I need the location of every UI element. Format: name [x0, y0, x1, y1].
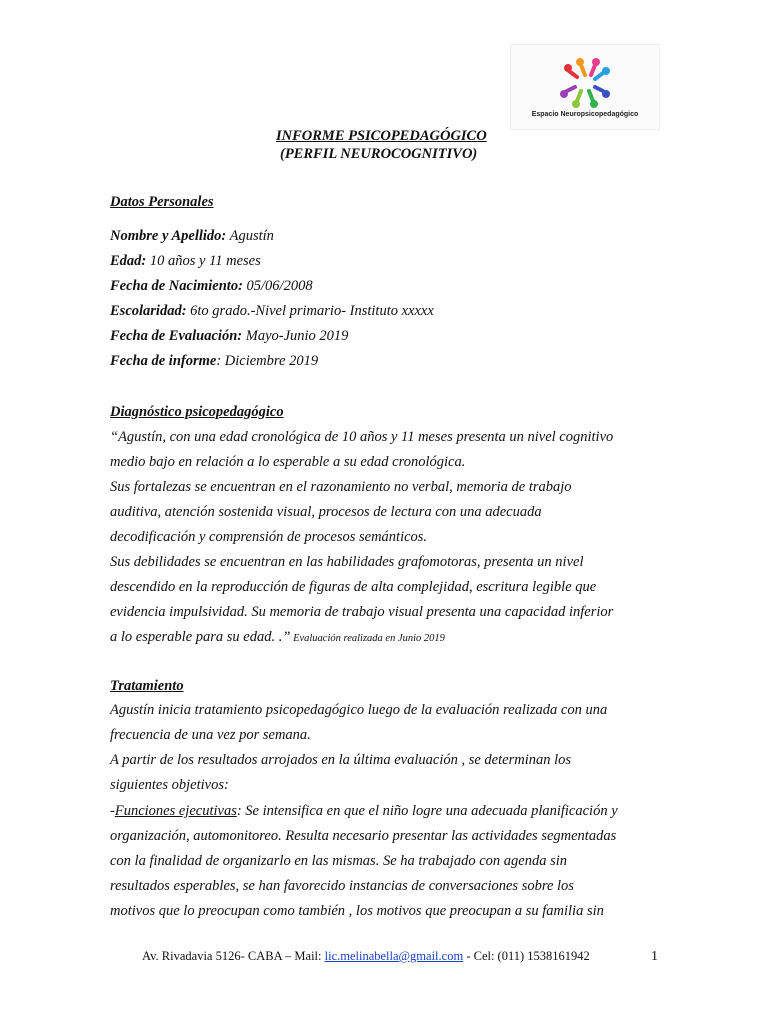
field-label: Fecha de Evaluación: — [110, 328, 243, 344]
field-label: Nombre y Apellido: — [110, 228, 227, 244]
footer-address: Av. Rivadavia 5126- CABA – Mail: — [142, 949, 325, 963]
bullet-dash: - — [110, 803, 115, 819]
people-circle-icon — [559, 57, 611, 109]
executive-functions-label: Funciones ejecutivas — [114, 803, 237, 819]
section-heading-treatment: Tratamiento — [110, 678, 184, 694]
diagnosis-line-last — [110, 629, 445, 646]
treatment-line: resultados esperables, se han favorecido instancias de conversaciones sobre los — [110, 878, 574, 894]
diagnosis-line: decodificación y comprensión de procesos semánticos. — [110, 529, 428, 545]
diagnosis-line: “Agustín, con una edad cronológica de 10 años y 11 meses presenta un nivel cognitivo — [110, 429, 614, 445]
page-number: 1 — [651, 949, 658, 964]
logo-text: Espacio Neuropsicopedagógico — [531, 111, 639, 118]
executive-functions-text: : Se intensifica en que el niño logre una adecuada planificación y — [236, 803, 618, 819]
field-label: Fecha de informe — [110, 353, 217, 369]
treatment-line: frecuencia de una vez por semana. — [110, 727, 311, 743]
field-label: Escolaridad: — [110, 303, 187, 319]
evaluation-note: Evaluación realizada en Junio 2019 — [290, 633, 445, 644]
executive-functions-line — [110, 803, 618, 820]
footer-contact — [142, 949, 590, 964]
field-name — [110, 228, 274, 245]
title-line-2: (PERFIL NEUROCOGNITIVO) — [280, 146, 478, 162]
field-value: : Diciembre 2019 — [216, 353, 319, 369]
field-value: 05/06/2008 — [242, 278, 313, 294]
field-label: Edad: — [110, 253, 147, 269]
treatment-line: A partir de los resultados arrojados en la última evaluación , se determinan los — [110, 752, 572, 768]
diagnosis-line: medio bajo en relación a lo esperable a su edad cronológica. — [110, 454, 466, 470]
treatment-line: motivos que lo preocupan como también , los motivos que preocupan a su familia sin — [110, 903, 604, 919]
field-schooling — [110, 303, 434, 320]
field-label: Fecha de Nacimiento: — [110, 278, 243, 294]
treatment-line: con la finalidad de organizarlo en las mismas. Se ha trabajado con agenda sin — [110, 853, 568, 869]
section-heading-diagnosis: Diagnóstico psicopedagógico — [110, 404, 284, 420]
diagnosis-line: auditiva, atención sostenida visual, procesos de lectura con una adecuada — [110, 504, 542, 520]
treatment-line: siguientes objetivos: — [110, 777, 229, 793]
treatment-line: Agustín inicia tratamiento psicopedagógico luego de la evaluación realizada con una — [110, 702, 608, 718]
diagnosis-text: a lo esperable para su edad. .” — [110, 629, 291, 645]
field-value: Mayo-Junio 2019 — [242, 328, 349, 344]
field-evaluation-date — [110, 328, 348, 345]
field-age — [110, 253, 261, 270]
field-value: 6to grado.-Nivel primario- Instituto xxxxx — [186, 303, 434, 319]
diagnosis-line: evidencia impulsividad. Su memoria de trabajo visual presenta una capacidad inferior — [110, 604, 614, 620]
diagnosis-line: Sus fortalezas se encuentran en el razonamiento no verbal, memoria de trabajo — [110, 479, 572, 495]
diagnosis-line: descendido en la reproducción de figuras de alta complejidad, escritura legible que — [110, 579, 597, 595]
section-heading-personal: Datos Personales — [110, 194, 214, 210]
field-report-date — [110, 353, 318, 370]
logo — [510, 44, 660, 130]
field-birthdate — [110, 278, 313, 295]
title-line-1: INFORME PSICOPEDAGÓGICO — [276, 128, 487, 144]
footer-phone: - Cel: (011) 1538161942 — [463, 949, 590, 963]
footer-email-link[interactable]: lic.melinabella@gmail.com — [324, 949, 464, 963]
field-value: Agustín — [226, 228, 274, 244]
treatment-line: organización, automonitoreo. Resulta necesario presentar las actividades segmentadas — [110, 828, 617, 844]
report-title — [276, 127, 487, 163]
diagnosis-line: Sus debilidades se encuentran en las habilidades grafomotoras, presenta un nivel — [110, 554, 584, 570]
field-value: 10 años y 11 meses — [146, 253, 261, 269]
